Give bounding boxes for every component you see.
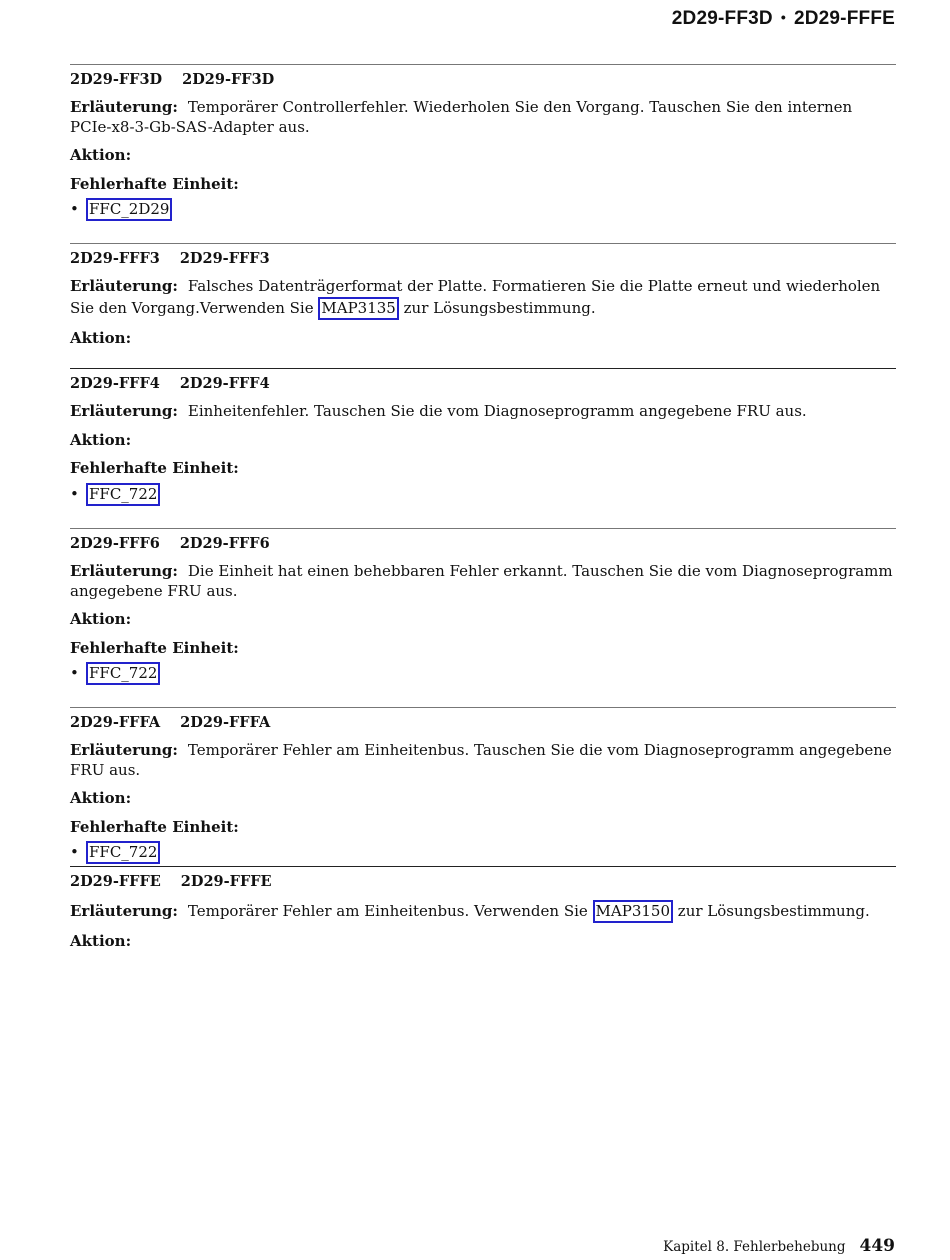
fru-list-item	[70, 662, 896, 685]
entry-divider	[70, 243, 896, 244]
fru-link[interactable]: FFC_722	[86, 662, 160, 685]
fru-list-item	[70, 841, 896, 864]
entry-codes	[70, 714, 896, 732]
running-header	[672, 8, 895, 30]
error-code-secondary: 2D29-FF3D	[182, 71, 275, 88]
explanation-label: Erläuterung:	[70, 902, 178, 920]
error-entry	[70, 707, 896, 864]
error-entry	[70, 528, 896, 685]
entry-divider	[70, 368, 896, 369]
explanation-paragraph	[70, 277, 896, 320]
explanation-paragraph	[70, 98, 896, 137]
error-code: 2D29-FFFA	[70, 714, 161, 731]
bullet-icon: •	[70, 484, 79, 503]
error-code-secondary: 2D29-FFFA	[180, 714, 271, 731]
page-number: 449	[859, 1236, 895, 1256]
failing-unit-label: Fehlerhafte Einheit:	[70, 638, 239, 657]
explanation-text: Falsches Datenträgerformat der Platte. Formatieren Sie die Platte erneut und wiederholen Sie den Vorgang.Verwenden Sie	[70, 277, 881, 317]
entry-divider	[70, 64, 896, 65]
entry-codes	[70, 375, 896, 393]
bullet-icon: •	[70, 200, 79, 218]
explanation-label: Erläuterung:	[70, 562, 178, 580]
explanation-label: Erläuterung:	[70, 98, 178, 116]
error-entry	[70, 866, 896, 952]
error-code: 2D29-FFFE	[70, 873, 161, 890]
entry-codes	[70, 71, 896, 89]
error-code-secondary: 2D29-FFFE	[180, 873, 272, 890]
explanation-text: Einheitenfehler. Tauschen Sie die vom Diagnoseprogramm angegebene FRU aus.	[187, 402, 807, 420]
action-label: Aktion:	[70, 328, 132, 347]
error-code: 2D29-FFF3	[70, 250, 160, 267]
explanation-paragraph	[70, 562, 896, 601]
action-label: Aktion:	[70, 146, 132, 164]
explanation-text-tail: zur Lösungsbestimmung.	[677, 902, 870, 920]
fru-link[interactable]: FFC_2D29	[86, 198, 172, 221]
explanation-text: Die Einheit hat einen behebbaren Fehler erkannt. Tauschen Sie die vom Diagnoseprogramm angegebene FRU aus.	[70, 562, 893, 600]
bullet-icon: •	[70, 664, 79, 682]
entry-codes	[70, 250, 896, 268]
action-label: Aktion:	[70, 610, 132, 628]
bullet-icon: •	[70, 843, 79, 861]
entry-codes	[70, 535, 896, 553]
header-first-code: 2D29-FF3D	[671, 8, 773, 29]
explanation-paragraph	[70, 402, 896, 422]
error-entry	[70, 64, 896, 221]
entry-divider	[70, 528, 896, 529]
fru-link[interactable]: FFC_722	[86, 483, 160, 506]
chapter-title: Kapitel 8. Fehlerbehebung	[663, 1239, 846, 1255]
failing-unit-label: Fehlerhafte Einheit:	[70, 174, 239, 193]
entry-divider	[70, 707, 896, 708]
failing-unit-label: Fehlerhafte Einheit:	[70, 817, 239, 836]
fru-link[interactable]: FFC_722	[86, 841, 160, 864]
action-label: Aktion:	[70, 932, 132, 950]
explanation-text: Temporärer Controllerfehler. Wiederholen Sie den Vorgang. Tauschen Sie den internen PCIe-x8-3-Gb-SAS-Adapter aus.	[70, 98, 853, 136]
action-label: Aktion:	[70, 789, 132, 807]
error-code-secondary: 2D29-FFF4	[179, 375, 270, 392]
action-label: Aktion:	[70, 430, 132, 449]
entry-codes	[70, 873, 896, 891]
explanation-label: Erläuterung:	[70, 402, 178, 420]
fru-list-item	[70, 198, 896, 221]
error-entry	[70, 368, 896, 506]
error-code: 2D29-FFF6	[70, 535, 160, 552]
error-code: 2D29-FF3D	[70, 71, 163, 88]
error-code-secondary: 2D29-FFF6	[179, 535, 270, 552]
map-link[interactable]: MAP3150	[593, 900, 673, 923]
header-separator: •	[780, 9, 786, 25]
explanation-label: Erläuterung:	[70, 741, 178, 759]
page-footer	[663, 1236, 895, 1256]
failing-unit-label: Fehlerhafte Einheit:	[70, 459, 239, 477]
explanation-text: Temporärer Fehler am Einheitenbus. Verwenden Sie	[187, 902, 588, 920]
explanation-text: Temporärer Fehler am Einheitenbus. Tauschen Sie die vom Diagnoseprogramm angegebene FRU aus.	[70, 741, 892, 779]
explanation-paragraph	[70, 741, 896, 780]
error-code-secondary: 2D29-FFF3	[179, 250, 270, 267]
fru-list-item	[70, 483, 896, 506]
entry-divider	[70, 866, 896, 867]
error-code: 2D29-FFF4	[70, 375, 160, 392]
explanation-text-tail: zur Lösungsbestimmung.	[403, 298, 596, 317]
error-entry	[70, 243, 896, 348]
explanation-label: Erläuterung:	[70, 277, 178, 295]
map-link[interactable]: MAP3135	[318, 297, 398, 320]
explanation-paragraph	[70, 900, 896, 923]
header-last-code: 2D29-FFFE	[793, 8, 895, 29]
